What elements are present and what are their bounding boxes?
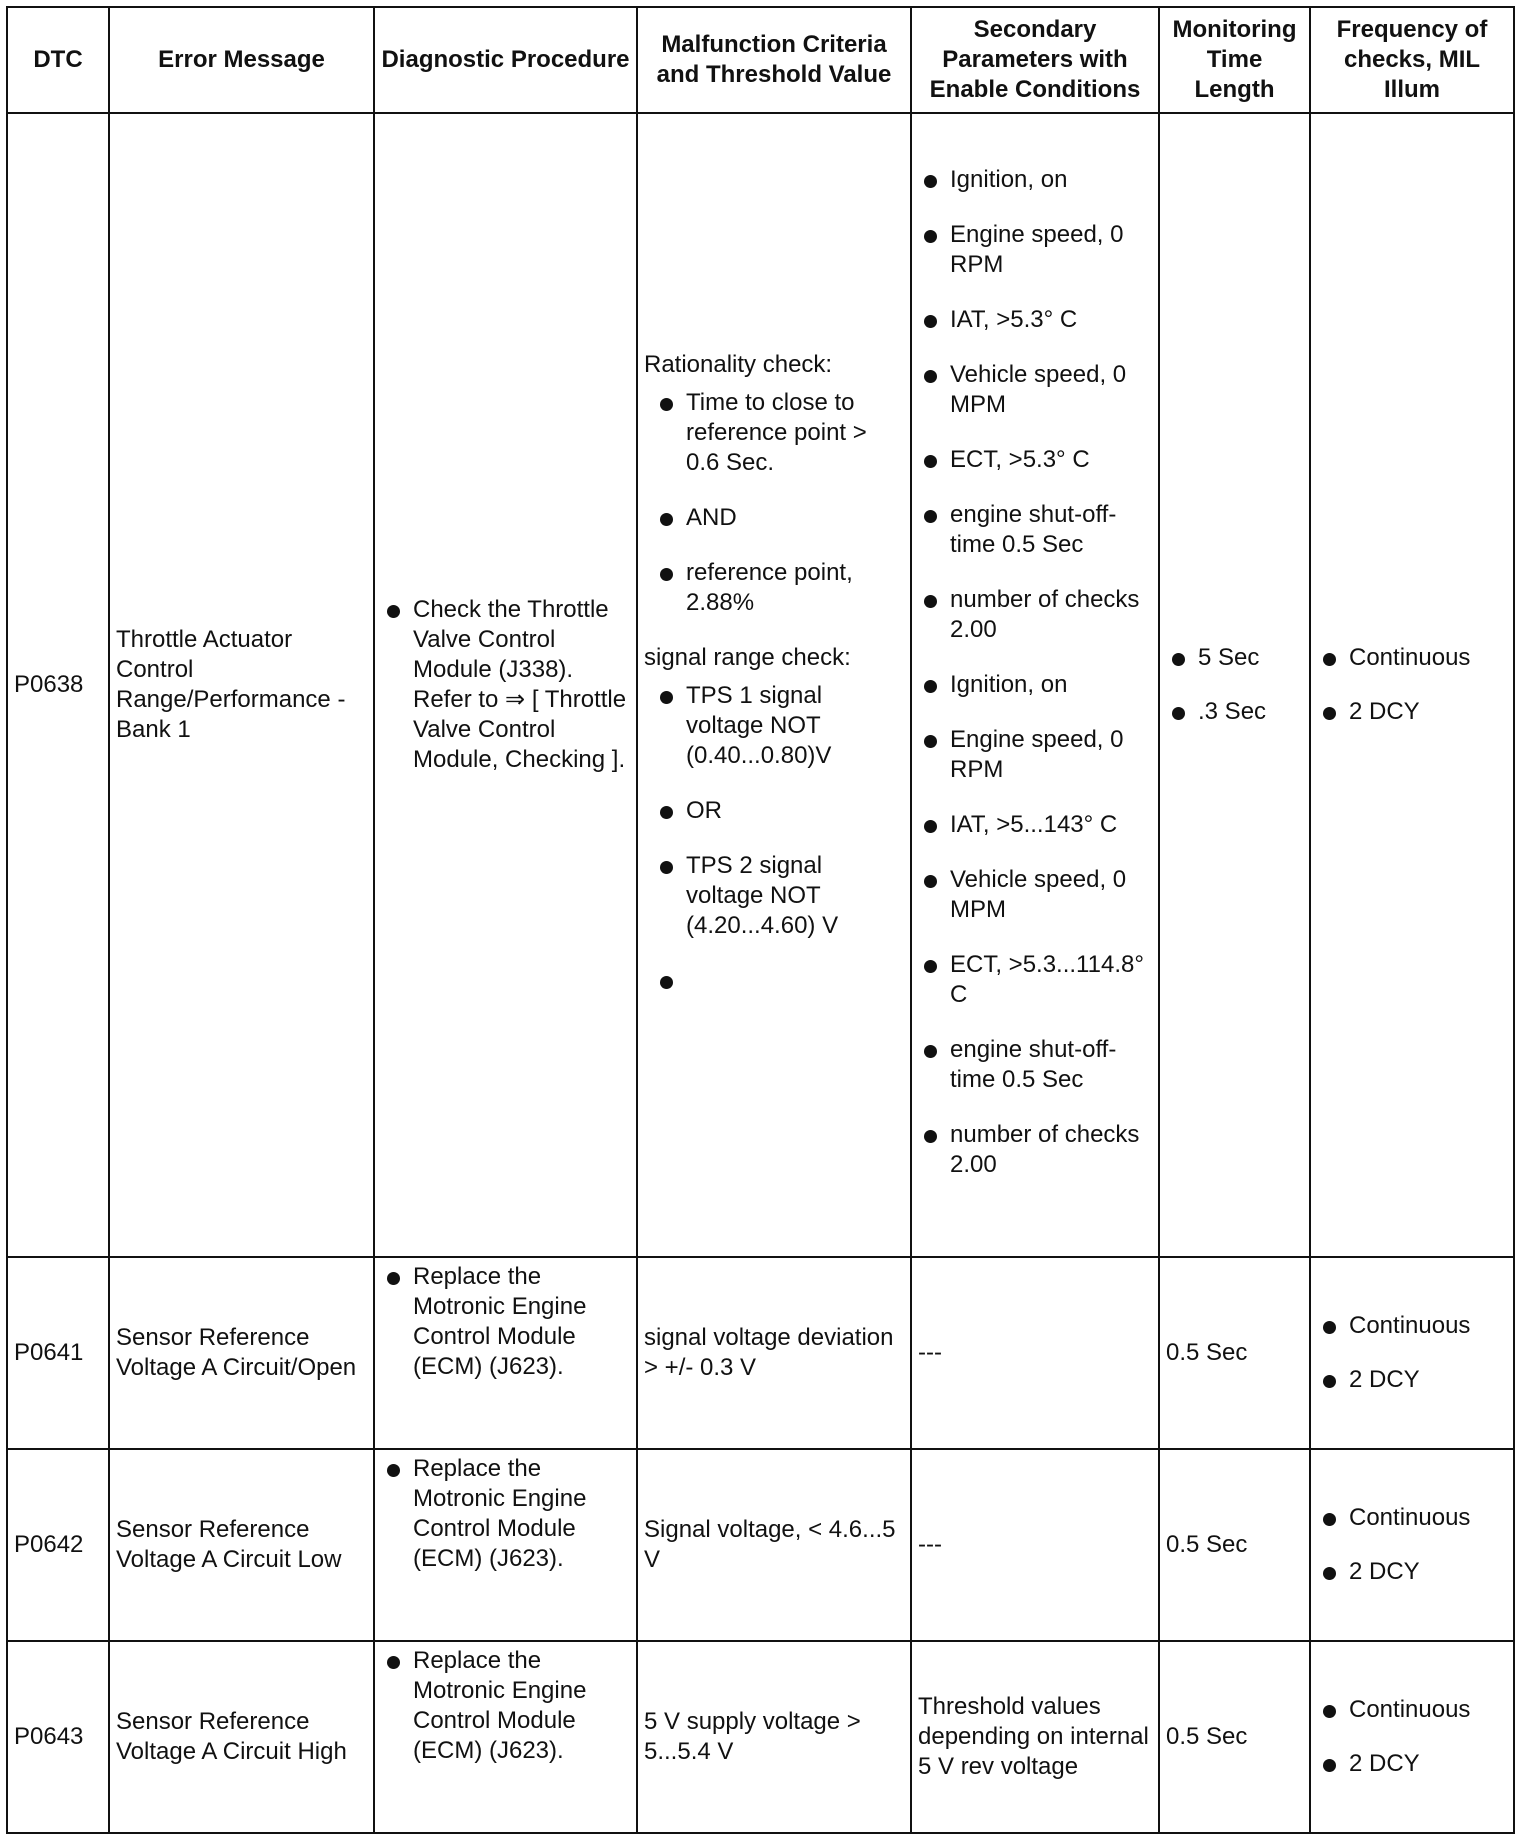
header-secondary-parameters: Secondary Parameters with Enable Conditions	[911, 7, 1159, 113]
secondary-item: Vehicle speed, 0 MPM	[918, 360, 1152, 420]
diagnostic-list	[381, 1454, 630, 1574]
secondary-item: number of checks 2.00	[918, 585, 1152, 645]
secondary-item: ECT, >5.3...114.8° C	[918, 950, 1152, 1010]
frequency	[1310, 113, 1514, 1257]
frequency	[1310, 1449, 1514, 1641]
criteria-item-empty	[654, 966, 904, 996]
dtc-code: P0638	[7, 113, 109, 1257]
criteria-item: OR	[654, 796, 904, 826]
diagnostic-procedure	[374, 1449, 637, 1641]
secondary-parameters: Threshold values depending on internal 5 V rev voltage	[911, 1641, 1159, 1833]
error-message: Sensor Reference Voltage A Circuit High	[109, 1641, 374, 1833]
secondary-item: IAT, >5.3° C	[918, 305, 1152, 335]
malfunction-criteria: Signal voltage, < 4.6...5 V	[637, 1449, 911, 1641]
dtc-code: P0642	[7, 1449, 109, 1641]
dtc-table	[6, 6, 1515, 1834]
header-error-message: Error Message	[109, 7, 374, 113]
error-message: Throttle Actuator Control Range/Performance - Bank 1	[109, 113, 374, 1257]
secondary-parameters: ---	[911, 1449, 1159, 1641]
diagnostic-item: Replace the Motronic Engine Control Module (ECM) (J623).	[381, 1454, 630, 1574]
secondary-item: engine shut-off-time 0.5 Sec	[918, 1035, 1152, 1095]
secondary-item: ECT, >5.3° C	[918, 445, 1152, 475]
criteria-item: reference point, 2.88%	[654, 558, 904, 618]
frequency-item: 2 DCY	[1317, 1365, 1507, 1395]
table-row	[7, 1257, 1514, 1449]
frequency-item: 2 DCY	[1317, 697, 1507, 727]
frequency-item: 2 DCY	[1317, 1749, 1507, 1779]
criteria-item: TPS 2 signal voltage NOT (4.20...4.60) V	[654, 851, 904, 941]
frequency	[1310, 1257, 1514, 1449]
error-message: Sensor Reference Voltage A Circuit/Open	[109, 1257, 374, 1449]
frequency-item: Continuous	[1317, 1311, 1507, 1341]
table-row	[7, 1641, 1514, 1833]
diagnostic-item: Check the Throttle Valve Control Module (J338). Refer to ⇒ [ Throttle Valve Control Module, Checking ].	[381, 595, 630, 775]
secondary-item: Engine speed, 0 RPM	[918, 220, 1152, 280]
secondary-parameters: ---	[911, 1257, 1159, 1449]
secondary-item: Vehicle speed, 0 MPM	[918, 865, 1152, 925]
criteria-item: Time to close to reference point > 0.6 Sec.	[654, 388, 904, 478]
criteria-heading: Rationality check:	[644, 350, 833, 378]
criteria-item: AND	[654, 503, 904, 533]
secondary-item: Engine speed, 0 RPM	[918, 725, 1152, 785]
secondary-item: engine shut-off-time 0.5 Sec	[918, 500, 1152, 560]
frequency	[1310, 1641, 1514, 1833]
secondary-parameters	[911, 113, 1159, 1257]
secondary-list	[918, 165, 1152, 1180]
diagnostic-procedure	[374, 113, 637, 1257]
criteria-list	[654, 388, 904, 618]
malfunction-criteria: 5 V supply voltage > 5...5.4 V	[637, 1641, 911, 1833]
header-frequency: Frequency of checks, MIL Illum	[1310, 7, 1514, 113]
monitoring-time	[1159, 113, 1310, 1257]
frequency-item: Continuous	[1317, 1695, 1507, 1725]
secondary-item: Ignition, on	[918, 670, 1152, 700]
diagnostic-item: Replace the Motronic Engine Control Module (ECM) (J623).	[381, 1262, 630, 1382]
criteria-item: TPS 1 signal voltage NOT (0.40...0.80)V	[654, 681, 904, 771]
header-monitoring-time: Monitoring Time Length	[1159, 7, 1310, 113]
header-dtc: DTC	[7, 7, 109, 113]
diagnostic-list	[381, 595, 630, 775]
frequency-item: 2 DCY	[1317, 1557, 1507, 1587]
header-malfunction-criteria: Malfunction Criteria and Threshold Value	[637, 7, 911, 113]
monitoring-time: 0.5 Sec	[1159, 1257, 1310, 1449]
table-row	[7, 1449, 1514, 1641]
diagnostic-list	[381, 1262, 630, 1382]
monitoring-time: 0.5 Sec	[1159, 1641, 1310, 1833]
frequency-list	[1317, 643, 1507, 727]
secondary-item: number of checks 2.00	[918, 1120, 1152, 1180]
header-diagnostic-procedure: Diagnostic Procedure	[374, 7, 637, 113]
monitoring-item: .3 Sec	[1166, 697, 1303, 727]
diagnostic-list	[381, 1646, 630, 1766]
header-row	[7, 7, 1514, 113]
criteria-list	[654, 681, 904, 996]
diagnostic-item: Replace the Motronic Engine Control Module (ECM) (J623).	[381, 1646, 630, 1766]
frequency-item: Continuous	[1317, 1503, 1507, 1533]
diagnostic-procedure	[374, 1257, 637, 1449]
dtc-code: P0643	[7, 1641, 109, 1833]
frequency-item: Continuous	[1317, 643, 1507, 673]
criteria-heading: signal range check:	[644, 643, 851, 671]
dtc-code: P0641	[7, 1257, 109, 1449]
monitoring-time: 0.5 Sec	[1159, 1449, 1310, 1641]
monitoring-item: 5 Sec	[1166, 643, 1303, 673]
monitoring-list	[1166, 643, 1303, 727]
secondary-item: IAT, >5...143° C	[918, 810, 1152, 840]
malfunction-criteria: signal voltage deviation > +/- 0.3 V	[637, 1257, 911, 1449]
frequency-list	[1317, 1503, 1507, 1587]
secondary-item: Ignition, on	[918, 165, 1152, 195]
diagnostic-procedure	[374, 1641, 637, 1833]
frequency-list	[1317, 1311, 1507, 1395]
error-message: Sensor Reference Voltage A Circuit Low	[109, 1449, 374, 1641]
malfunction-criteria	[637, 113, 911, 1257]
table-row	[7, 113, 1514, 1257]
frequency-list	[1317, 1695, 1507, 1779]
